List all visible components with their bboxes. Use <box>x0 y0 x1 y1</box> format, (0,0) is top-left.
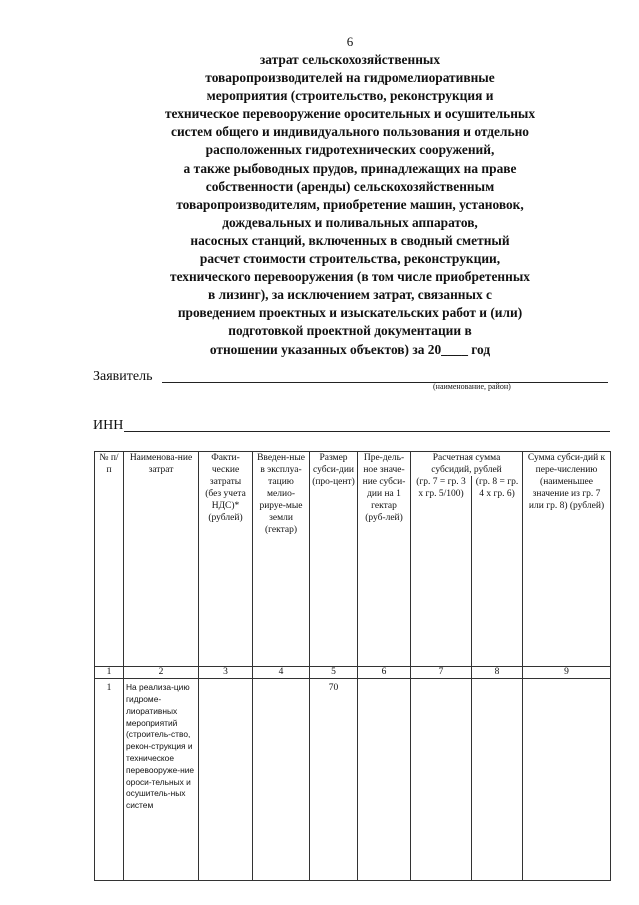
title-line: проведением проектных и изыскательских работ и (или) <box>177 305 523 321</box>
title-line: отношении указанных объектов) за 20____ год <box>209 341 491 357</box>
row-col7[interactable] <box>411 679 472 881</box>
title-line: технического перевооружения (в том числе приобретенных <box>170 269 530 285</box>
table-row <box>95 679 611 881</box>
column-number: 4 <box>253 667 310 679</box>
title-line: товаропроизводителям, приобретение машин, установок, <box>176 196 524 212</box>
row-name: На реализа-цию гидроме-лиоративных мероприятий (строитель-ство, рекон-струкция и техническое перевооруже-ние ороси-тельных и осушитель-ных систем <box>124 679 199 881</box>
title-line: товаропроизводителей на гидромелиоративные <box>205 70 495 86</box>
subsidy-table <box>94 451 611 881</box>
header-subsidy-to-transfer: Сумма субси-дий к пере-числению (наименьшее значение из гр. 7 или гр. 8) (рублей) <box>523 452 611 667</box>
header-num: № п/п <box>95 452 124 667</box>
applicant-field[interactable] <box>162 382 608 383</box>
header-calculated-sum: Расчетная сумма субсидий, рублей <box>411 452 523 477</box>
inn-label: ИНН <box>93 418 124 433</box>
column-number: 7 <box>411 667 472 679</box>
title-line: в лизинг), за исключением затрат, связанных с <box>208 287 492 303</box>
table-header-row <box>95 452 611 477</box>
row-land[interactable] <box>253 679 310 881</box>
title-line: техническое перевооружение оросительных и осушительных <box>164 106 536 122</box>
column-number: 5 <box>310 667 358 679</box>
column-number: 3 <box>199 667 253 679</box>
title-line: подготовкой проектной документации в <box>228 323 472 339</box>
row-max-per-hectare[interactable] <box>358 679 411 881</box>
page-number: 6 <box>346 34 354 49</box>
header-col8: (гр. 8 = гр. 4 х гр. 6) <box>472 476 523 667</box>
title-line: собственности (аренды) сельскохозяйственным <box>205 178 495 194</box>
row-col8[interactable] <box>472 679 523 881</box>
inn-field[interactable] <box>124 431 610 432</box>
title-line: систем общего и индивидуального пользования и отдельно <box>171 124 529 140</box>
row-num: 1 <box>95 679 124 881</box>
title-line: расположенных гидротехнических сооружений, <box>205 142 495 158</box>
column-number-row <box>95 667 611 679</box>
title-line: дождевальных и поливальных аппаратов, <box>222 214 478 230</box>
row-actual-costs[interactable] <box>199 679 253 881</box>
column-number: 6 <box>358 667 411 679</box>
title-line: мероприятия (строительство, реконструкция и <box>206 88 494 104</box>
column-number: 1 <box>95 667 124 679</box>
document-title <box>150 51 550 359</box>
header-max-per-hectare: Пре-дель-ное значе-ние субси-дии на 1 гектар (руб-лей) <box>358 452 411 667</box>
header-name: Наименова-ние затрат <box>124 452 199 667</box>
header-subsidy-percent: Размер субси-дии (про-цент) <box>310 452 358 667</box>
header-col7: (гр. 7 = гр. 3 х гр. 5/100) <box>411 476 472 667</box>
applicant-hint: (наименование, район) <box>433 382 511 391</box>
header-actual-costs: Факти-ческие затраты (без учета НДС)* (рублей) <box>199 452 253 667</box>
column-number: 9 <box>523 667 611 679</box>
column-number: 8 <box>472 667 523 679</box>
title-line: а также рыбоводных прудов, принадлежащих на праве <box>183 160 517 176</box>
row-subsidy-to-transfer[interactable] <box>523 679 611 881</box>
applicant-label: Заявитель <box>93 369 153 384</box>
column-number: 2 <box>124 667 199 679</box>
title-line: насосных станций, включенных в сводный сметный <box>190 232 510 248</box>
header-land: Введен-ные в эксплуа-тацию мелио-рируе-мые земли (гектар) <box>253 452 310 667</box>
title-line: затрат сельскохозяйственных <box>259 52 441 67</box>
row-subsidy-percent: 70 <box>310 679 358 881</box>
title-line: расчет стоимости строительства, реконструкции, <box>199 251 501 267</box>
